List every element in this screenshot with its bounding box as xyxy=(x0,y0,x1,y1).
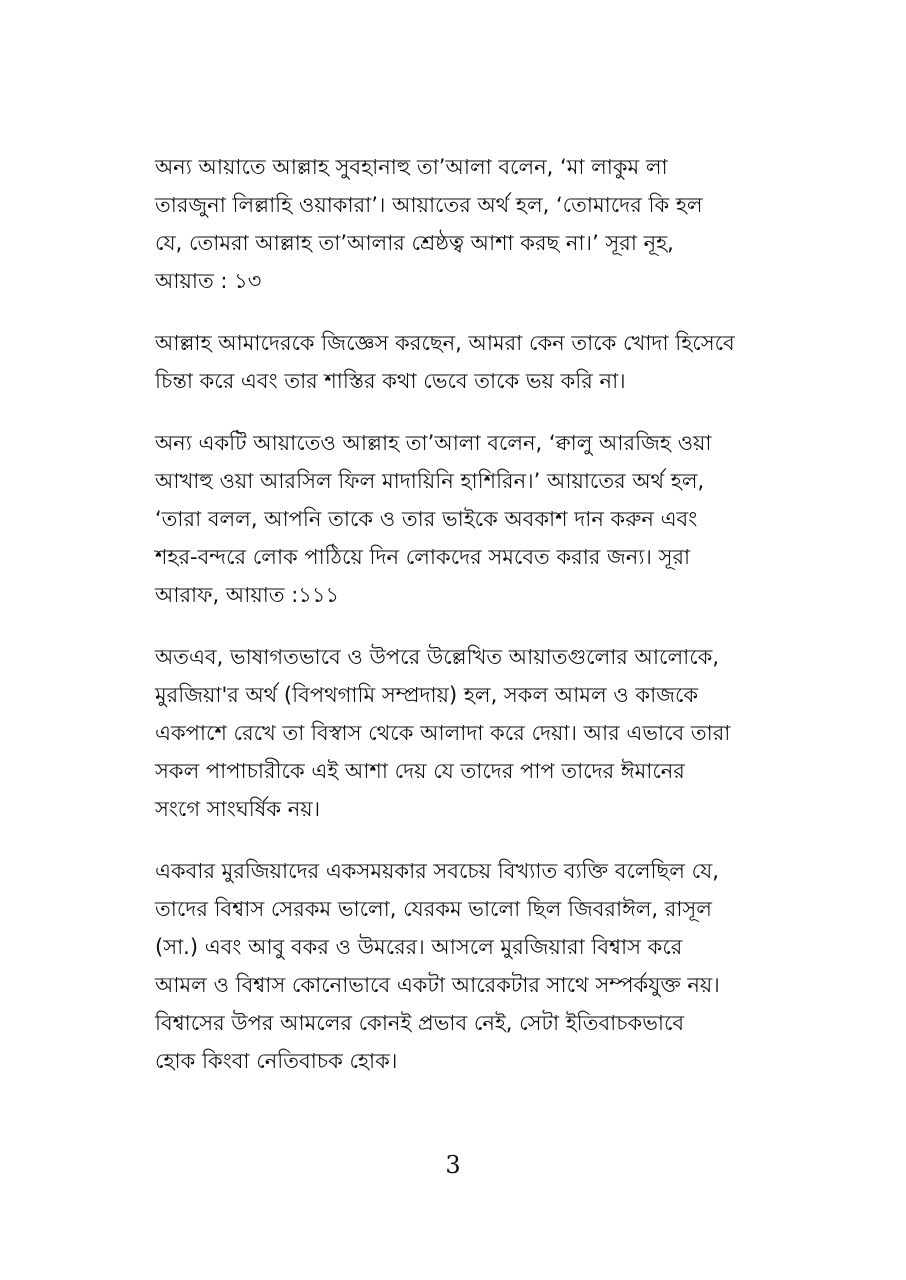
text-line: চিন্তা করে এবং তার শাস্তির কথা ভেবে তাকে ভয় করি না। xyxy=(155,369,626,393)
text-line: বিশ্বাসের উপর আমলের কোনই প্রভাব নেই, সেটা ইতিবাচকভাবে xyxy=(155,1011,685,1035)
text-line: আয়াত : ১৩ xyxy=(155,269,262,293)
paragraph-4 xyxy=(155,638,755,828)
page-number: 3 xyxy=(445,1151,461,1179)
text-line: একপাশে রেখে তা বিস্বাস থেকে আলাদা করে দেয়া। আর এভাবে তারা xyxy=(155,721,731,745)
text-line: আরাফ, আয়াত :১১১ xyxy=(155,583,340,607)
text-line: যে, তোমরা আল্লাহ তা’আলার শ্রেষ্ঠত্ব আশা করছ না।’ সূরা নূহ, xyxy=(155,231,674,255)
text-line: হোক কিংবা নেতিবাচক হোক। xyxy=(155,1049,398,1073)
text-line: আখাহু ওয়া আরসিল ফিল মাদায়িনি হাশিরিন।’ আয়াতের অর্থ হল, xyxy=(155,469,705,493)
paragraph-2 xyxy=(155,324,755,400)
text-line: সংগে সাংঘর্ষিক নয়। xyxy=(155,797,321,821)
paragraph-5 xyxy=(155,852,755,1080)
paragraph-1 xyxy=(155,148,755,300)
text-line: অন্য একটি আয়াতেও আল্লাহ তা’আলা বলেন, ‘ক্বালু আরজিহ ওয়া xyxy=(155,431,712,455)
text-line: তাদের বিশ্বাস সেরকম ভালো, যেরকম ভালো ছিল জিবরাঈল, রাসূল xyxy=(155,897,712,921)
text-line: অন্য আয়াতে আল্লাহ সুবহানাহু তা’আলা বলেন, ‘মা লাকুম লা xyxy=(155,155,668,179)
text-line: সকল পাপাচারীকে এই আশা দেয় যে তাদের পাপ তাদের ঈমানের xyxy=(155,759,685,783)
text-line: শহর-বন্দরে লোক পাঠিয়ে দিন লোকদের সমবেত করার জন্য। সূরা xyxy=(155,545,691,569)
text-line: আল্লাহ আমাদেরকে জিজ্ঞেস করছেন, আমরা কেন তাকে খোদা হিসেবে xyxy=(155,331,735,355)
text-line: আমল ও বিশ্বাস কোনোভাবে একটা আরেকটার সাথে সম্পর্কযুক্ত নয়। xyxy=(155,973,720,997)
text-line: একবার মুরজিয়াদের একসময়কার সবচেয় বিখ্যাত ব্যক্তি বলেছিল যে, xyxy=(155,859,719,883)
text-line: তারজুনা লিল্লাহি ওয়াকারা’। আয়াতের অর্থ হল, ‘তোমাদের কি হল xyxy=(155,193,703,217)
paragraph-3 xyxy=(155,424,755,614)
text-line: (সা.) এবং আবু বকর ও উমরের। আসলে মুরজিয়ারা বিশ্বাস করে xyxy=(155,935,683,959)
text-line: ‘তারা বলল, আপনি তাকে ও তার ভাইকে অবকাশ দান করুন এবং xyxy=(155,507,698,531)
text-line: অতএব, ভাষাগতভাবে ও উপরে উল্লেখিত আয়াতগুলোর আলোকে, xyxy=(155,645,720,669)
text-line: মুরজিয়া'র অর্থ (বিপথগামি সম্প্রদায়) হল, সকল আমল ও কাজকে xyxy=(155,683,699,707)
text-body xyxy=(155,148,755,1104)
